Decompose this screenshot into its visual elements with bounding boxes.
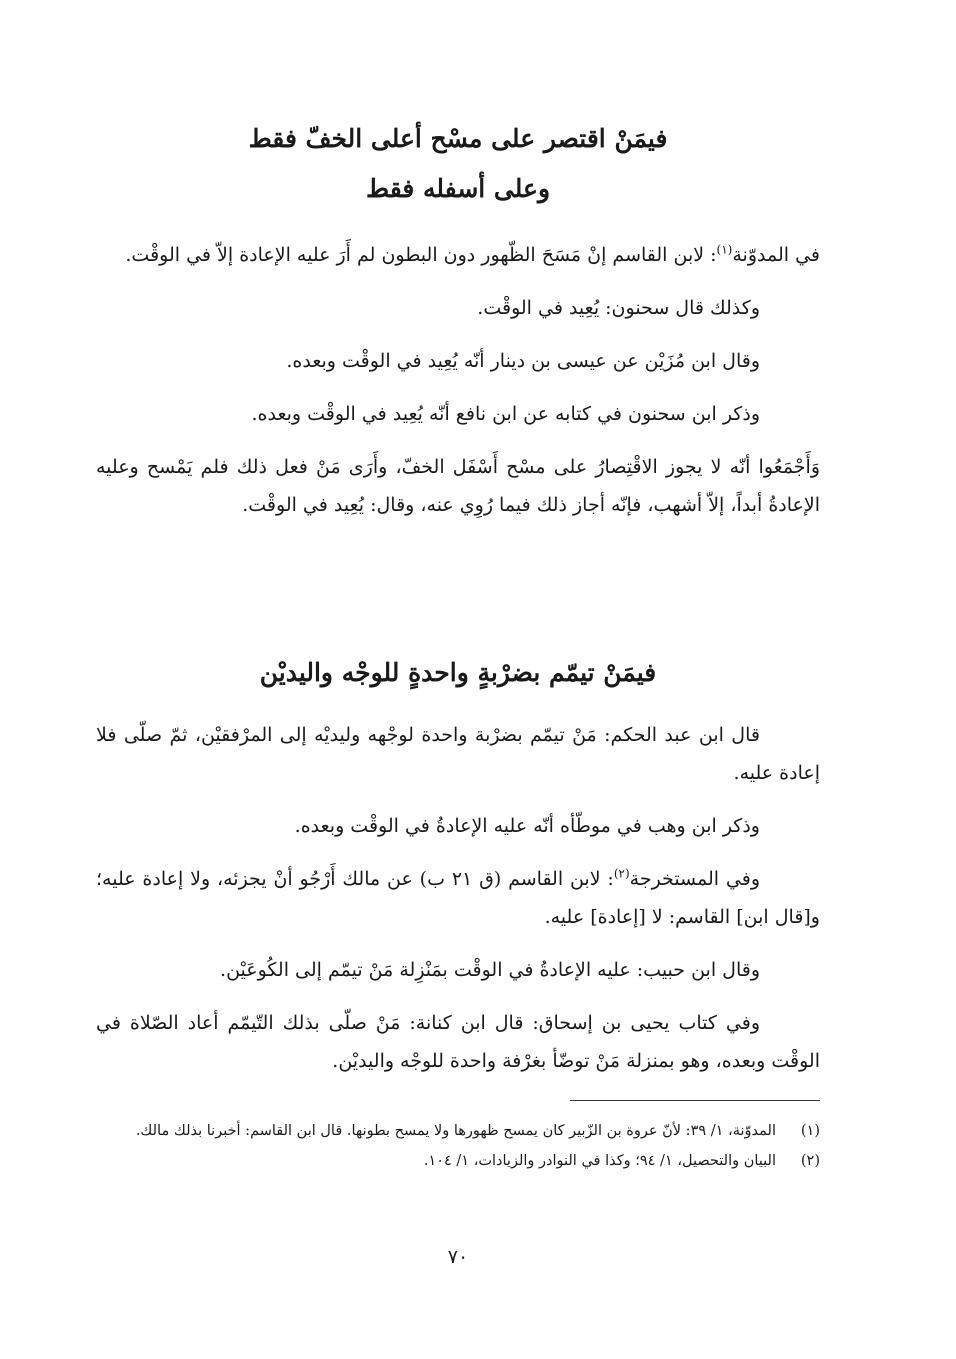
- footnote-text: المدوّنة، ١/ ٣٩: لأنّ عروة بن الزّبير كان يمسح ظهورها ولا يمسح بطونها. قال ابن القاسم: أخبرنا بذلك مالك.: [135, 1123, 776, 1139]
- section-tayammum: [96, 716, 820, 1095]
- page-number: ٧٠: [447, 1246, 469, 1268]
- paragraph-ibn-habib: وقال ابن حبيب: عليه الإعادةُ في الوقْت بمَنْزِلة مَنْ تيمّم إلى الكُوعَيْن.: [220, 959, 760, 981]
- paragraph-text: : لابن القاسم إنْ مَسَحَ الظّهور دون البطون لم أَرَ عليه الإعادة إلاّ في الوقْت.: [125, 244, 717, 266]
- chapter-title-line-2: وعلى أسفله فقط: [365, 174, 551, 203]
- paragraph-consensus: وَأَجْمَعُوا أنّه لا يجوز الاقْتِصارُ على مسْح أَسْفَل الخفّ، وأَرَى مَنْ فعل ذلك فلم يَمْسح وعليه الإعادةُ أبداً، إلاّ أشهب، فإنّه أجاز ذلك فيما رُوِي عنه، وقال: يُعِيد في الوقْت.: [96, 456, 820, 516]
- paragraph-ibn-wahb: وذكر ابن وهب في موطّأه أنّه عليه الإعادةُ في الوقْت وبعده.: [294, 815, 760, 837]
- paragraph-ibn-sahnun: وذكر ابن سحنون في كتابه عن ابن نافع أنّه يُعِيد في الوقْت وبعده.: [251, 403, 760, 425]
- book-page: [96, 0, 820, 1359]
- paragraph-mudawwana: [96, 236, 820, 274]
- footnote-text: البيان والتحصيل، ١/ ٩٤؛ وكذا في النوادر والزيادات، ١/ ١٠٤.: [423, 1153, 776, 1169]
- section-wiping-khuff: [96, 236, 820, 539]
- chapter-title-line-1: فيمَنْ اقتصر على مسْح أعلى الخفّ فقط: [248, 124, 668, 153]
- footnote-2: [96, 1146, 820, 1176]
- paragraph-text: : لابن القاسم (ق ٢١ ب) عن مالك أَرْجُو أنْ يجزئه، ولا إعادة عليه؛ و[قال ابن] القاسم: لا [إعادة] عليه.: [96, 868, 820, 928]
- footnotes: [96, 1116, 820, 1176]
- paragraph-text: وفي المستخرجة: [629, 868, 760, 890]
- paragraph-ibn-muzayn: وقال ابن مُزَيْن عن عيسى بن دينار أنّه يُعِيد في الوقْت وبعده.: [286, 350, 760, 372]
- footnote-ref-1: (١): [716, 242, 733, 257]
- paragraph-sahnun: وكذلك قال سحنون: يُعِيد في الوقْت.: [477, 297, 760, 319]
- footnote-number: (٢): [800, 1153, 820, 1169]
- section-title-tayammum: فيمَنْ تيمّم بضرْبةٍ واحدةٍ للوجْه واليديْن: [259, 658, 657, 687]
- footnote-number: (١): [800, 1123, 820, 1139]
- paragraph-yahya-ibn-ishaq: وفي كتاب يحيى بن إسحاق: قال ابن كنانة: مَنْ صلّى بذلك التّيمّم أعاد الصّلاة في الوقْت وبعده، وهو بمنزلة مَنْ توضّأ بغرْفة واحدة للوجْه واليديْن.: [96, 1012, 820, 1072]
- paragraph-mustakhraja: [96, 860, 820, 936]
- footnote-divider: [570, 1100, 820, 1101]
- footnote-1: [96, 1116, 820, 1146]
- paragraph-ibn-abd-al-hakam: قال ابن عبد الحكم: مَنْ تيمّم بضرْبة واحدة لوجْهه وليديْه إلى المرْفقيْن، ثمّ صلّى فلا إعادة عليه.: [96, 724, 820, 784]
- paragraph-text: في المدوّنة: [732, 244, 820, 266]
- footnote-ref-2: (٢): [613, 866, 630, 881]
